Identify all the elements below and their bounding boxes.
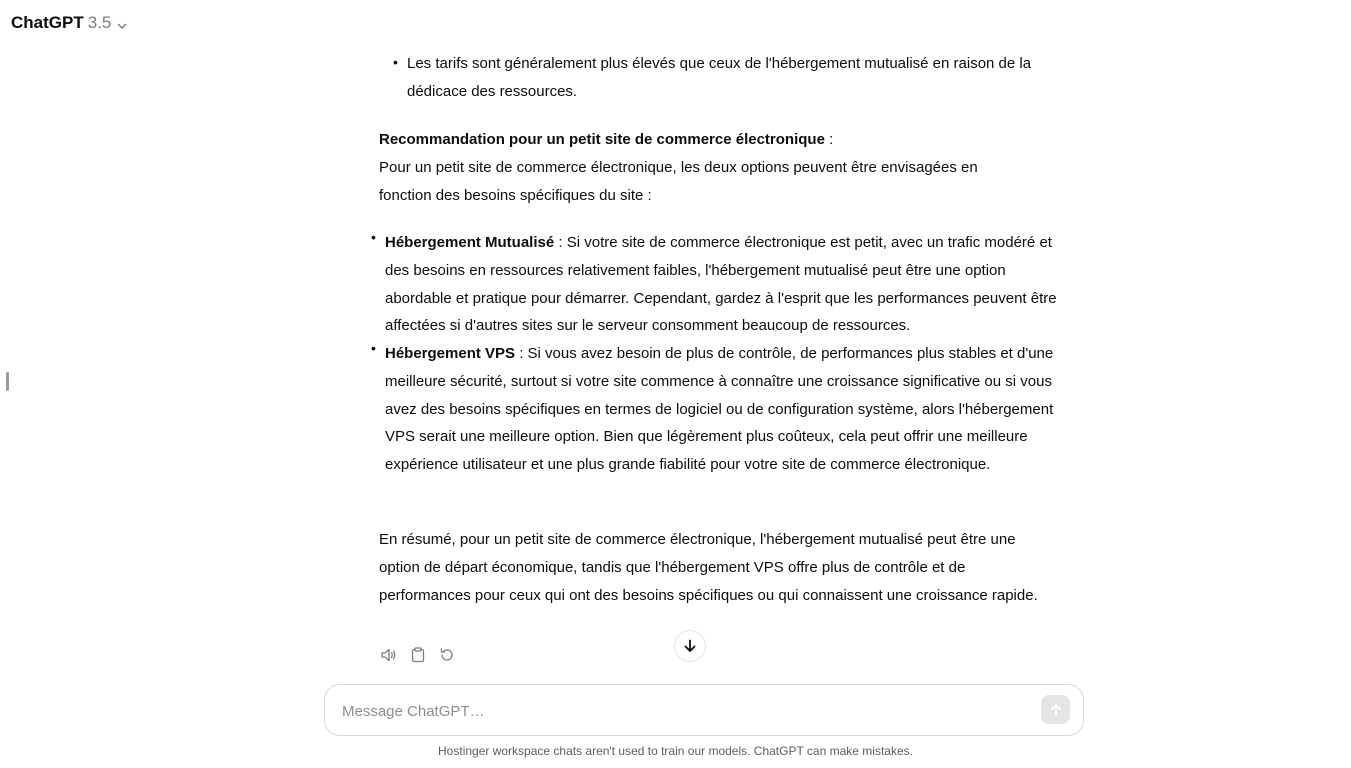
- bullet-dot: •: [371, 229, 376, 245]
- arrow-down-icon: [682, 638, 698, 654]
- recommendation-block: [379, 126, 1069, 209]
- bullet-text: : Si votre site de commerce électronique est petit, avec un trafic modéré et des besoins en ressources relativement faibles, l'hébergement mutualisé peut être une option abordable et pratique pour démarrer. Cependant, gardez à l'esprit que les performances peuvent être affectées si d'autres sites sur le serveur consomment beaucoup de ressources.: [385, 234, 1057, 335]
- recommendation-title: Recommandation pour un petit site de commerce électronique: [379, 131, 825, 148]
- bullet-dot: •: [371, 340, 376, 356]
- bullet-title: Hébergement VPS: [385, 345, 516, 362]
- list-item: [393, 50, 1069, 106]
- recommendation-intro: Pour un petit site de commerce électronique, les deux options peuvent être envisagées en fonction des besoins spécifiques du site :: [379, 158, 978, 204]
- disclaimer: Hostinger workspace chats aren't used to train our models. ChatGPT can make mistakes.: [438, 744, 913, 758]
- top-bar: [0, 0, 1351, 44]
- sidebar-toggle-handle[interactable]: [6, 372, 9, 391]
- model-version: 3.5: [87, 13, 112, 32]
- list-item: [371, 229, 1069, 340]
- list-item: [371, 340, 1065, 479]
- regenerate-icon[interactable]: [437, 645, 456, 664]
- send-button[interactable]: [1041, 695, 1070, 724]
- bullet-text: : Si vous avez besoin de plus de contrôle, de performances plus stables et d'une meilleure sécurité, surtout si votre site commence à connaître une croissance significative ou si vous avez des besoins spécifiques en termes de logiciel ou de configuration système, alors l'hébergement VPS serait une meilleure option. Bien que légèrement plus coûteux, cela peut offrir une meilleure expérience utilisateur et une plus grande fiabilité pour votre site de commerce électronique.: [385, 345, 1054, 474]
- bullet-title: Hébergement Mutualisé: [385, 234, 555, 251]
- model-name: ChatGPT: [11, 13, 84, 32]
- message-input[interactable]: [340, 697, 1024, 725]
- read-aloud-icon[interactable]: [379, 645, 398, 664]
- recommendation-colon: :: [824, 131, 834, 148]
- summary-text: En résumé, pour un petit site de commerce électronique, l'hébergement mutualisé peut être une option de départ économique, tandis que l'hébergement VPS offre plus de contrôle et de performances pour ceux qui ont des besoins spécifiques ou qui connaissent une croissance rapide.: [379, 531, 1038, 604]
- arrow-up-icon: [1049, 703, 1063, 717]
- chevron-down-icon: [116, 17, 128, 29]
- bullet-dot: •: [393, 54, 398, 70]
- copy-icon[interactable]: [408, 645, 427, 664]
- message-actions: [379, 645, 456, 664]
- scroll-to-bottom-button[interactable]: [674, 630, 706, 662]
- bullet-text: Les tarifs sont généralement plus élevés que ceux de l'hébergement mutualisé en raison de la dédicace des ressources.: [407, 55, 1032, 100]
- summary-paragraph: [379, 526, 1055, 609]
- message-composer: [324, 684, 1084, 736]
- model-selector[interactable]: [11, 11, 128, 35]
